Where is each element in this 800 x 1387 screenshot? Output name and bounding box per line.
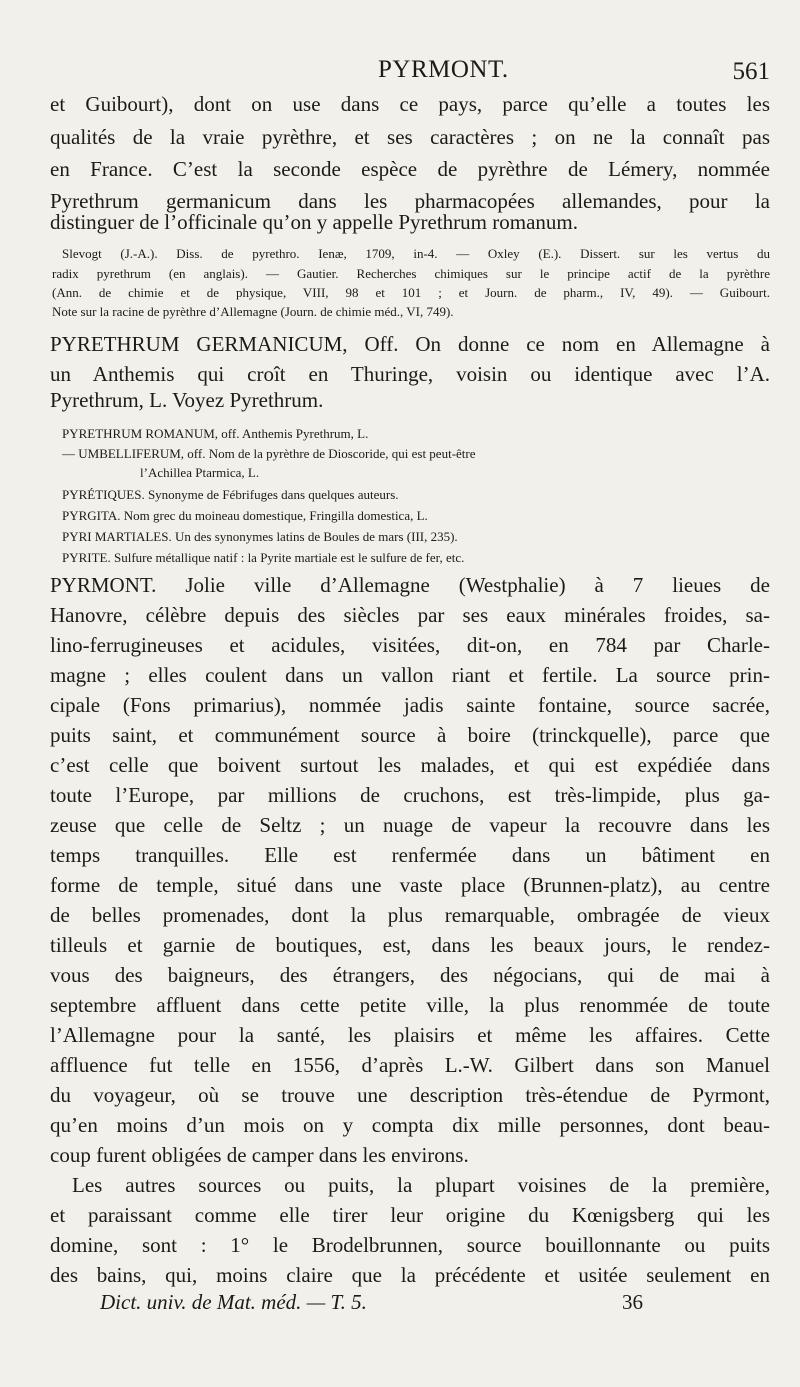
text-line: temps tranquilles. Elle est renfermée dans un bâtiment en (50, 843, 770, 867)
bibliography-line: Note sur la racine de pyrèthre d’Allemagne (Journ. de chimie méd., VI, 749). (52, 304, 454, 319)
text-line: et Guibourt), dont on use dans ce pays, parce qu’elle a toutes les (50, 92, 770, 116)
text-line: cipale (Fons primarius), nommée jadis sainte fontaine, source sacrée, (50, 693, 770, 717)
text-line: Hanovre, célèbre depuis des siècles par ses eaux minérales froides, sa- (50, 603, 770, 627)
paragraph-start: Les autres sources ou puits, la plupart voisines de la première, (72, 1173, 770, 1197)
text-line: toute l’Europe, par millions de cruchons, est très-limpide, plus ga- (50, 783, 770, 807)
text-line: un Anthemis qui croît en Thuringe, voisin ou identique avec l’A. (50, 362, 770, 386)
bibliography-line: (Ann. de chimie et de physique, VIII, 98 et 101 ; et Journ. de pharm., IV, 49). — Guibourt. (52, 285, 770, 300)
text-line: puits saint, et communément source à boire (trinckquelle), parce que (50, 723, 770, 747)
text-line: c’est celle que boivent surtout les malades, et qui est expédiée dans (50, 753, 770, 777)
text-line: affluence fut telle en 1556, d’après L.-W. Gilbert dans son Manuel (50, 1053, 770, 1077)
text-line: forme de temple, situé dans une vaste place (Brunnen-platz), au centre (50, 873, 770, 897)
entry-pyretiques: PYRÉTIQUES. Synonyme de Fébrifuges dans quelques auteurs. (62, 487, 399, 502)
entry-pyrethrum-germanicum: PYRETHRUM GERMANICUM, Off. On donne ce nom en Allemagne à (50, 332, 770, 356)
text-line: et paraissant comme elle tirer leur origine du Kœnigsberg qui les (50, 1203, 770, 1227)
text-line: magne ; elles coulent dans un vallon riant et fertile. La source prin- (50, 663, 770, 687)
text-line: lino-ferrugineuses et acidules, visitées, dit-on, en 784 par Charle- (50, 633, 770, 657)
bibliography-line: Slevogt (J.-A.). Diss. de pyrethro. Ienæ, 1709, in-4. — Oxley (E.). Dissert. sur les vertus du (62, 246, 770, 261)
text-line: en France. C’est la seconde espèce de pyrèthre de Lémery, nommée (50, 157, 770, 181)
text-line: vous des baigneurs, des étrangers, des négocians, qui de mai à (50, 963, 770, 987)
text-line: qualités de la vraie pyrèthre, et ses caractères ; on ne la connaît pas (50, 125, 770, 149)
text-line: distinguer de l’officinale qu’on y appelle Pyrethrum romanum. (50, 210, 578, 234)
text-line: coup furent obligées de camper dans les environs. (50, 1143, 469, 1167)
signature-number: 36 (622, 1290, 643, 1314)
text-line: l’Achillea Ptarmica, L. (140, 465, 260, 480)
entry-umbelliferum: — UMBELLIFERUM, off. Nom de la pyrèthre de Dioscoride, qui est peut-être (62, 446, 476, 461)
text-line: Pyrethrum germanicum dans les pharmacopées allemandes, pour la (50, 189, 770, 213)
text-line: septembre affluent dans cette petite ville, la plus renommée de toute (50, 993, 770, 1017)
entry-pyrmont: PYRMONT. Jolie ville d’Allemagne (Westphalie) à 7 lieues de (50, 573, 770, 597)
text-line: du voyageur, où se trouve une description très-étendue de Pyrmont, (50, 1083, 770, 1107)
text-line: qu’en moins d’un mois on y compta dix mille personnes, dont beau- (50, 1113, 770, 1137)
entry-pyrgita: PYRGITA. Nom grec du moineau domestique, Fringilla domestica, L. (62, 508, 428, 523)
entry-pyrethrum-romanum: PYRETHRUM ROMANUM, off. Anthemis Pyrethrum, L. (62, 426, 369, 441)
bibliography-line: radix pyrethrum (en anglais). — Gautier. Recherches chimiques sur le principe actif de la pyrèthre (52, 266, 770, 281)
text-line: zeuse que celle de Seltz ; un nuage de vapeur la recouvre dans les (50, 813, 770, 837)
text-line: tilleuls et garnie de boutiques, est, dans les beaux jours, le rendez- (50, 933, 770, 957)
text-line: des bains, qui, moins claire que la précédente et usitée seulement en (50, 1263, 770, 1287)
text-line: de belles promenades, dont la plus remarquable, ombragée de vieux (50, 903, 770, 927)
running-title: PYRMONT. (378, 56, 509, 83)
text-line: l’Allemagne pour la santé, les plaisirs et même les affaires. Cette (50, 1023, 770, 1047)
text-line: Pyrethrum, L. Voyez Pyrethrum. (50, 388, 324, 412)
text-line: domine, sont : 1° le Brodelbrunnen, source bouillonnante ou puits (50, 1233, 770, 1257)
signature-mark: Dict. univ. de Mat. méd. — T. 5. (100, 1290, 367, 1314)
page-number: 561 (732, 58, 770, 85)
running-header (48, 56, 770, 90)
entry-pyrite: PYRITE. Sulfure métallique natif : la Pyrite martiale est le sulfure de fer, etc. (62, 550, 465, 565)
entry-pyri-martiales: PYRI MARTIALES. Un des synonymes latins de Boules de mars (III, 235). (62, 529, 458, 544)
